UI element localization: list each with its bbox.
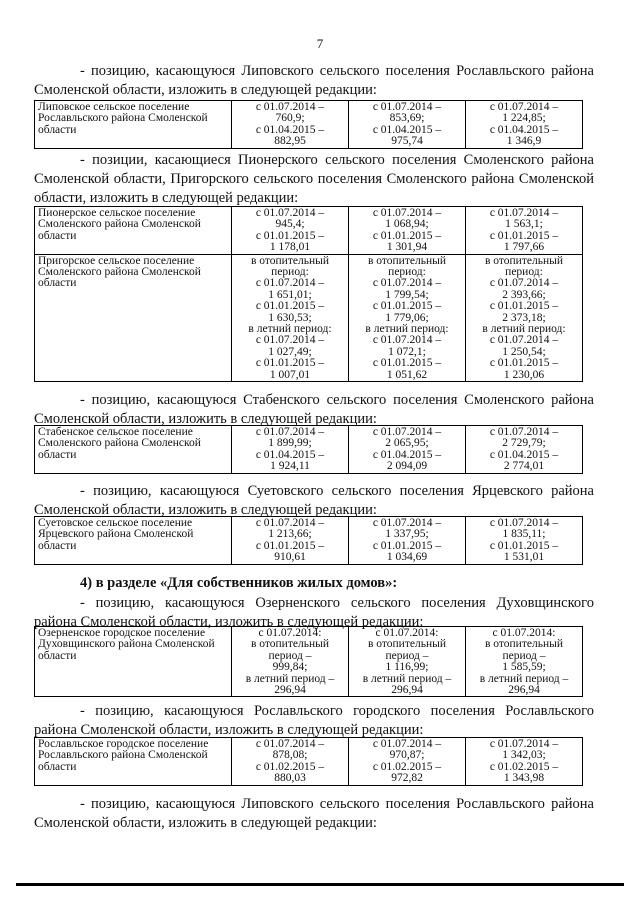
cell-line: с 01.07.2014 – (372, 277, 442, 290)
cell-line: 1 301,94 (386, 241, 428, 254)
tariff-table (34, 737, 583, 786)
cell-line: с 01.02.2015 – (372, 760, 442, 773)
cell-line: с 01.04.2015 – (372, 123, 442, 136)
cell-line: с 01.04.2015 – (255, 448, 325, 461)
table-row (35, 738, 583, 786)
cell-line: 1 068,94; (385, 218, 429, 231)
cell-line: 1 072,1; (388, 345, 426, 358)
table-row (35, 254, 583, 381)
paragraph-text: - позицию, касающуюся Липовского сельского поселения Рославльского района Смоленской области, изложить в следующей редакции: (34, 796, 594, 831)
cell-line: в отопительный (485, 638, 563, 651)
cell-line: с 01.02.2015 – (255, 760, 325, 773)
cell-line: 296,94 (274, 684, 306, 697)
table-cell-name: Липовское сельское поселение Рославльского района Смоленской области (35, 101, 232, 149)
paragraph (34, 62, 594, 100)
cell-line: с 01.07.2014 – (372, 334, 442, 347)
cell-line: 1 224,85; (502, 112, 546, 125)
cell-line: с 01.04.2015 – (255, 123, 325, 136)
cell-line: с 01.07.2014 – (255, 426, 325, 438)
cell-line: с 01.07.2014: (492, 627, 556, 639)
cell-line: 1 230,06 (503, 368, 545, 381)
cell-line: в летний период: (248, 323, 332, 336)
table-cell-value (349, 627, 466, 697)
cell-line: 760,9; (275, 112, 305, 125)
cell-line: 1 563,1; (505, 218, 543, 231)
cell-line: с 01.01.2015 – (255, 300, 325, 313)
cell-line: период: (388, 266, 426, 279)
table-cell-value (466, 101, 583, 149)
table-cell-name: Рославльское городское поселение Рославльского района Смоленской области (35, 738, 232, 786)
paragraph-text: - позицию, касающуюся Рославльского городского поселения Рославльского района Смоленской области, изложить в следующей редакции: (34, 703, 594, 738)
cell-line: 945,4; (275, 218, 305, 231)
cell-line: 970,87; (389, 749, 425, 762)
cell-line: 1 779,06; (385, 311, 429, 324)
cell-line: с 01.07.2014 – (255, 277, 325, 290)
cell-line: в летний период: (365, 323, 449, 336)
table-cell-name: Суетовское сельское поселение Ярцевского района Смоленской области (35, 517, 232, 565)
cell-line: с 01.07.2014 – (489, 277, 559, 290)
cell-line: в летний период – (362, 672, 452, 685)
cell-line: 1 213,66; (268, 528, 312, 541)
cell-line: 1 342,03; (502, 749, 546, 762)
cell-line: с 01.07.2014 – (372, 207, 442, 219)
cell-line: с 01.01.2015 – (255, 539, 325, 552)
cell-line: 296,94 (391, 684, 423, 697)
cell-line: с 01.07.2014: (375, 627, 439, 639)
paragraph-text: - позицию, касающуюся Озерненского сельского поселения Духовщинского района Смоленской области, изложить в следующей редакции: (34, 595, 594, 630)
cell-line: 975,74 (391, 135, 423, 148)
cell-line: с 01.07.2014 – (489, 101, 559, 113)
cell-line: в отопительный (368, 254, 446, 267)
cell-line: 1 250,54; (502, 345, 546, 358)
table-cell-value (232, 207, 349, 255)
cell-line: с 01.02.2015 – (489, 760, 559, 773)
table-cell-value (232, 426, 349, 474)
cell-line: 1 051,62 (386, 368, 428, 381)
table-cell-value (466, 207, 583, 255)
cell-line: 2 393,66; (502, 288, 546, 301)
cell-line: период – (502, 649, 546, 662)
cell-line: с 01.07.2014 – (372, 426, 442, 438)
cell-line: в отопительный (485, 254, 563, 267)
table-cell-name: Озерненское городское поселение Духовщинского района Смоленской области (35, 627, 232, 697)
paragraph-text: - позицию, касающуюся Суетовского сельского поселения Ярцевского района Смоленской области, изложить в следующей редакции: (34, 483, 594, 518)
cell-line: с 01.07.2014 – (255, 517, 325, 529)
cell-line: 1 531,01 (503, 551, 545, 564)
cell-line: в летний период: (482, 323, 566, 336)
cell-line: 910,61 (274, 551, 306, 564)
cell-line: с 01.07.2014 – (372, 517, 442, 529)
table-cell-value (232, 738, 349, 786)
cell-line: с 01.07.2014 – (255, 207, 325, 219)
cell-line: с 01.01.2015 – (489, 300, 559, 313)
table-cell-value (349, 254, 466, 381)
cell-line: с 01.01.2015 – (372, 539, 442, 552)
table-cell-value (466, 426, 583, 474)
page-number: 7 (316, 36, 324, 51)
cell-line: 1 178,01 (269, 241, 311, 254)
cell-line: с 01.07.2014 – (255, 334, 325, 347)
table-row (35, 426, 583, 474)
cell-line: 2 774,01 (503, 460, 545, 473)
table-cell-value (349, 426, 466, 474)
cell-line: 853,69; (389, 112, 425, 125)
paragraph (34, 151, 594, 208)
tariff-table (34, 516, 583, 565)
table-cell-value (466, 517, 583, 565)
cell-line: 2 373,18; (502, 311, 546, 324)
paragraph-text: - позиции, касающиеся Пионерского сельского поселения Смоленского района Смоленской области, Пригорского сельского поселения Смоленского района Смоленской области, изложить в следующей редакции: (34, 152, 594, 206)
table-cell-value (232, 627, 349, 697)
cell-line: с 01.07.2014 – (255, 738, 325, 750)
cell-line: с 01.01.2015 – (372, 357, 442, 370)
table-cell-value (349, 517, 466, 565)
cell-line: с 01.04.2015 – (489, 448, 559, 461)
cell-line: в летний период – (245, 672, 335, 685)
cell-line: 972,82 (391, 772, 423, 785)
cell-line: 1 630,53; (268, 311, 312, 324)
table-cell-value (466, 627, 583, 697)
paragraph-text: - позицию, касающуюся Липовского сельского поселения Рославльского района Смоленской области, изложить в следующей редакции: (34, 63, 594, 98)
table-cell-value (232, 101, 349, 149)
table-row (35, 627, 583, 697)
cell-line: период – (268, 649, 312, 662)
cell-line: 1 797,66 (503, 241, 545, 254)
cell-line: с 01.07.2014 – (489, 517, 559, 529)
paragraph-text: 4) в разделе «Для собственников жилых домов»: (80, 575, 398, 591)
tariff-table (34, 626, 583, 697)
cell-line: с 01.07.2014 – (489, 738, 559, 750)
table-cell-value (349, 207, 466, 255)
cell-line: 1 027,49; (268, 345, 312, 358)
paragraph-text: - позицию, касающуюся Стабенского сельского поселения Смоленского района Смоленской области, изложить в следующей редакции: (34, 392, 594, 427)
table-row (35, 517, 583, 565)
cell-line: 1 799,54; (385, 288, 429, 301)
table-row (35, 101, 583, 149)
table-cell-value (232, 254, 349, 381)
cell-line: 2 065,95; (385, 437, 429, 450)
cell-line: 2 729,79; (502, 437, 546, 450)
section-heading (34, 574, 594, 593)
cell-line: 880,03 (274, 772, 306, 785)
cell-line: в отопительный (368, 638, 446, 651)
cell-line: 1 343,98 (503, 772, 545, 785)
bottom-rule (16, 883, 624, 886)
cell-line: 1 585,59; (502, 661, 546, 674)
cell-line: с 01.01.2015 – (372, 300, 442, 313)
cell-line: с 01.01.2015 – (489, 357, 559, 370)
cell-line: в летний период – (479, 672, 569, 685)
cell-line: период: (505, 266, 543, 279)
paragraph (34, 702, 594, 740)
cell-line: 1 899,99; (268, 437, 312, 450)
tariff-table (34, 425, 583, 474)
tariff-table (34, 100, 583, 149)
cell-line: с 01.04.2015 – (489, 123, 559, 136)
table-cell-name: Стабенское сельское поселение Смоленского района Смоленской области (35, 426, 232, 474)
paragraph (34, 795, 594, 833)
paragraph (34, 482, 594, 520)
cell-line: период: (271, 266, 309, 279)
table-cell-value (466, 254, 583, 381)
cell-line: 2 094,09 (386, 460, 428, 473)
table-cell-value (349, 101, 466, 149)
cell-line: 1 034,69 (386, 551, 428, 564)
cell-line: 999,84; (272, 661, 308, 674)
cell-line: 296,94 (508, 684, 540, 697)
cell-line: 1 346,9 (506, 135, 542, 148)
paragraph (34, 391, 594, 429)
cell-line: 1 924,11 (270, 460, 310, 473)
table-cell-value (232, 517, 349, 565)
table-row (35, 207, 583, 255)
cell-line: в отопительный (251, 638, 329, 651)
table-cell-value (466, 738, 583, 786)
cell-line: с 01.07.2014 – (489, 207, 559, 219)
cell-line: 1 651,01; (268, 288, 312, 301)
table-cell-name: Пионерское сельское поселение Смоленского района Смоленской области (35, 207, 232, 255)
cell-line: с 01.01.2015 – (255, 357, 325, 370)
cell-line: с 01.07.2014: (258, 627, 322, 639)
cell-line: с 01.07.2014 – (255, 101, 325, 113)
cell-line: период – (385, 649, 429, 662)
cell-line: с 01.04.2015 – (372, 448, 442, 461)
cell-line: с 01.01.2015 – (489, 539, 559, 552)
cell-line: 878,08; (272, 749, 308, 762)
cell-line: с 01.07.2014 – (372, 101, 442, 113)
cell-line: 1 337,95; (385, 528, 429, 541)
table-cell-value (349, 738, 466, 786)
cell-line: с 01.01.2015 – (255, 229, 325, 242)
cell-line: с 01.07.2014 – (489, 334, 559, 347)
tariff-table (34, 206, 583, 382)
cell-line: 882,95 (274, 135, 306, 148)
cell-line: 1 116,99; (385, 661, 429, 674)
cell-line: с 01.01.2015 – (372, 229, 442, 242)
cell-line: с 01.01.2015 – (489, 229, 559, 242)
cell-line: с 01.07.2014 – (372, 738, 442, 750)
cell-line: 1 835,11; (502, 528, 546, 541)
cell-line: в отопительный (251, 254, 329, 267)
cell-line: 1 007,01 (269, 368, 311, 381)
table-cell-name: Пригорское сельское поселение Смоленского района Смоленской области (35, 254, 232, 381)
cell-line: с 01.07.2014 – (489, 426, 559, 438)
